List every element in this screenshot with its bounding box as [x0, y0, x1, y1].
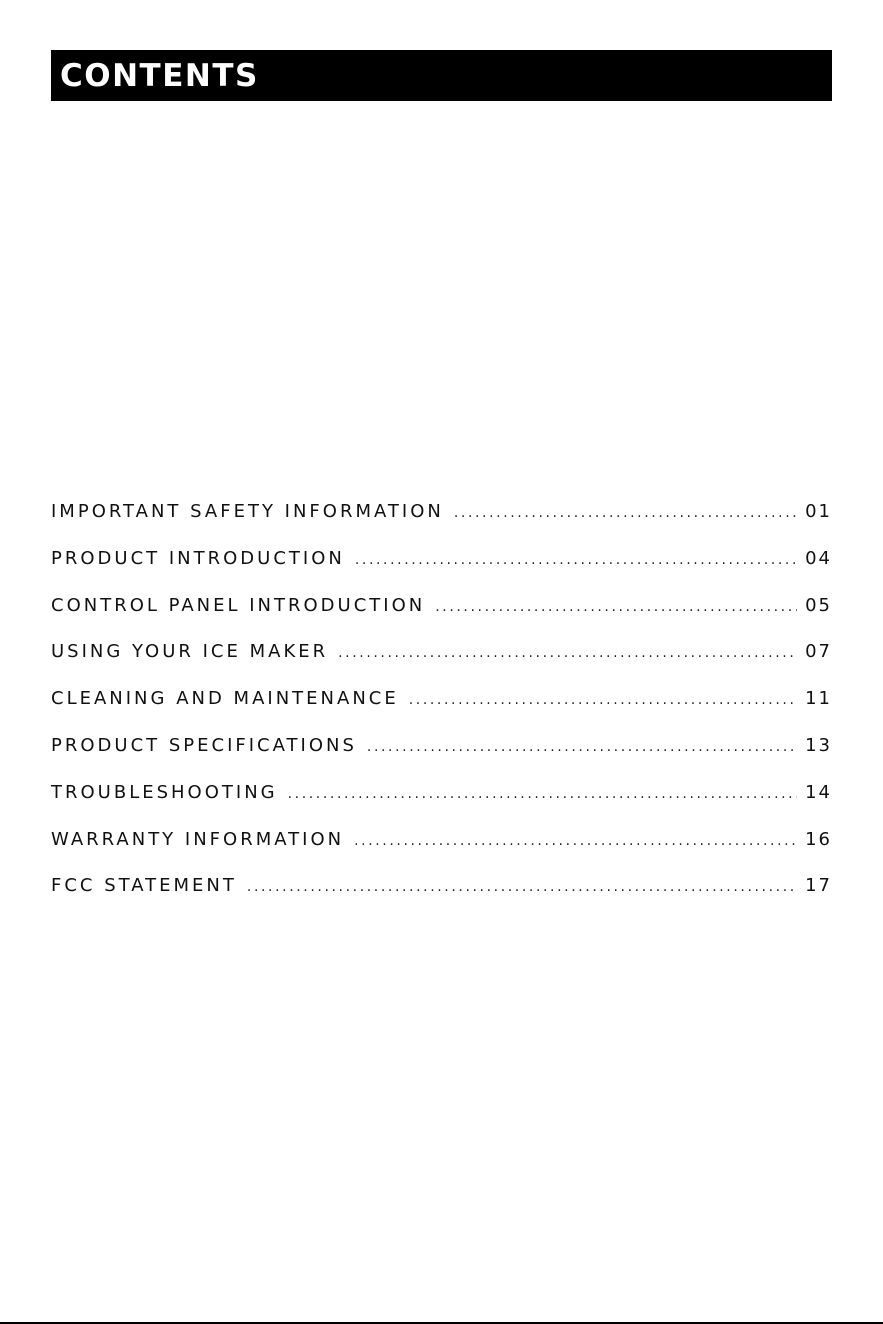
toc-entry-label: USING YOUR ICE MAKER [51, 641, 329, 663]
toc-entry-page: 05 [805, 594, 832, 616]
toc-dot-leader [367, 733, 797, 761]
toc-entry-specifications[interactable] [51, 732, 832, 779]
toc-dot-leader [247, 873, 797, 901]
toc-dot-leader [409, 686, 797, 714]
toc-entry-safety[interactable] [51, 498, 832, 545]
toc-entry-label: PRODUCT SPECIFICATIONS [51, 734, 357, 756]
toc-dot-leader [338, 639, 797, 667]
table-of-contents [51, 498, 832, 919]
toc-entry-label: CONTROL PANEL INTRODUCTION [51, 594, 426, 616]
toc-dot-leader [355, 546, 797, 574]
toc-entry-control-panel[interactable] [51, 592, 832, 639]
toc-dot-leader [354, 827, 797, 855]
contents-title-bar [51, 50, 832, 101]
toc-entry-troubleshooting[interactable] [51, 779, 832, 826]
toc-entry-label: CLEANING AND MAINTENANCE [51, 688, 399, 710]
toc-entry-page: 11 [805, 688, 832, 710]
toc-entry-using-ice-maker[interactable] [51, 638, 832, 685]
toc-entry-label: PRODUCT INTRODUCTION [51, 547, 345, 569]
toc-entry-label: FCC STATEMENT [51, 875, 237, 897]
toc-entry-product-introduction[interactable] [51, 545, 832, 592]
toc-entry-label: TROUBLESHOOTING [51, 781, 278, 803]
toc-entry-page: 17 [805, 875, 832, 897]
toc-entry-fcc[interactable] [51, 872, 832, 919]
toc-entry-page: 07 [805, 641, 832, 663]
toc-entry-page: 01 [805, 501, 832, 522]
toc-entry-page: 13 [805, 734, 832, 756]
toc-entry-warranty[interactable] [51, 826, 832, 873]
toc-entry-label: WARRANTY INFORMATION [51, 828, 345, 850]
toc-entry-label: IMPORTANT SAFETY INFORMATION [51, 501, 444, 522]
toc-entry-page: 16 [805, 828, 832, 850]
toc-entry-page: 14 [805, 781, 832, 803]
toc-dot-leader [288, 780, 797, 808]
toc-entry-cleaning[interactable] [51, 685, 832, 732]
toc-entry-page: 04 [805, 547, 832, 569]
contents-title: CONTENTS [60, 58, 259, 94]
toc-dot-leader [454, 499, 797, 527]
toc-dot-leader [435, 593, 797, 621]
